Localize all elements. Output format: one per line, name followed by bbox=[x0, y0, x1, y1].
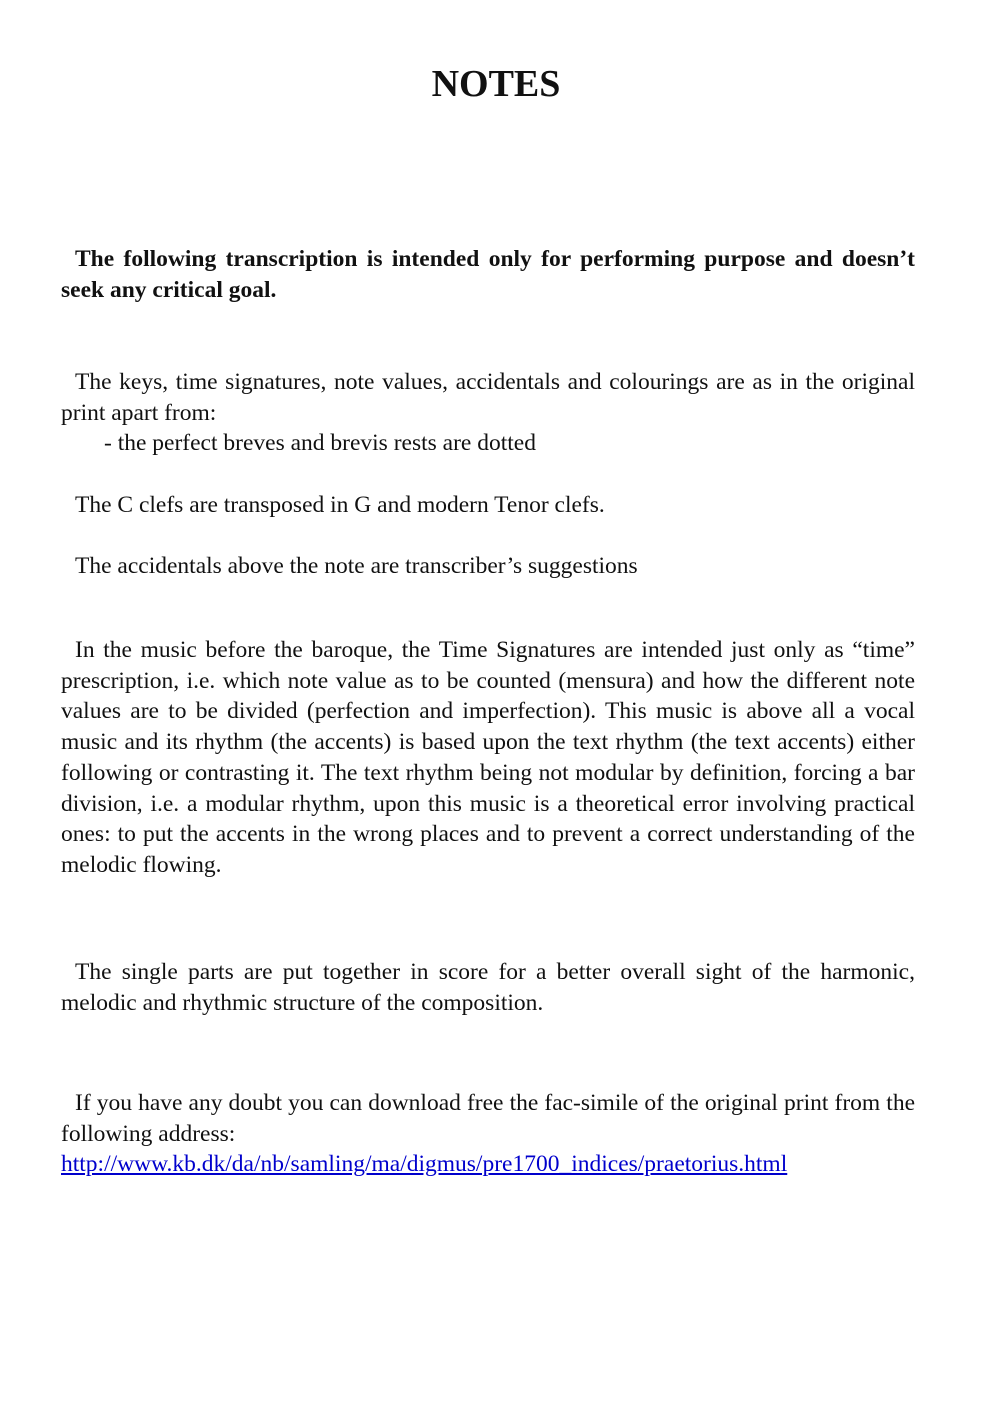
accidentals-paragraph: The accidentals above the note are transcriber’s suggestions bbox=[75, 553, 638, 579]
score-paragraph: The single parts are put together in score for a better overall sight of the harmonic, melodic and rhythmic structure of the composition. bbox=[61, 959, 915, 1016]
clefs-paragraph: The C clefs are transposed in G and modern Tenor clefs. bbox=[75, 492, 605, 518]
intro-paragraph: The following transcription is intended only for performing purpose and doesn’t seek any critical goal. bbox=[61, 246, 915, 303]
doubt-paragraph: If you have any doubt you can download free the fac-simile of the original print from the following address: bbox=[61, 1090, 915, 1147]
time-signatures-paragraph: In the music before the baroque, the Time Signatures are intended just only as “time” prescription, i.e. which note value as to be counted (mensura) and how the different note values are to be divided (perfection and imperfection). This music is above all a vocal music and its rhythm (the accents) is based upon the text rhythm (the text accents) either following or contrasting it. The text rhythm being not modular by definition, forcing a bar division, i.e. a modular rhythm, upon this music is a theoretical error involving practical ones: to put the accents in the wrong places and to prevent a correct understanding of the melodic flowing. bbox=[61, 637, 915, 878]
keys-paragraph: The keys, time signatures, note values, accidentals and colourings are as in the original print apart from: bbox=[61, 369, 915, 426]
facsimile-link[interactable]: http://www.kb.dk/da/nb/samling/ma/digmus/pre1700_indices/praetorius.html bbox=[61, 1151, 788, 1177]
page-title: NOTES bbox=[431, 63, 561, 105]
keys-bullet-item: - the perfect breves and brevis rests are dotted bbox=[104, 430, 536, 456]
